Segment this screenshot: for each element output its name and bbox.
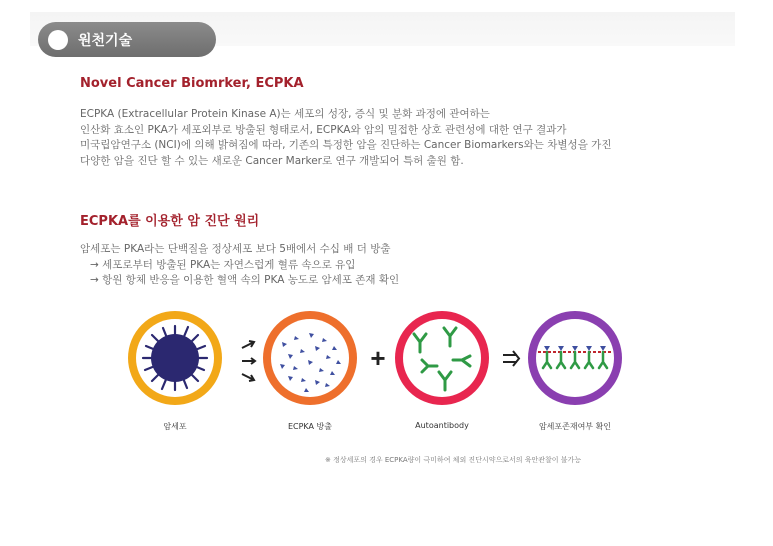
result-arrow-icon — [503, 351, 519, 366]
autoantibody-icon — [395, 311, 489, 405]
diagnosis-diagram — [120, 300, 640, 440]
principle-line: → 항원 항체 반응을 이용한 혈액 속의 PKA 농도로 암세포 존재 확인 — [90, 274, 400, 286]
principle-heading: ECPKA를 이용한 암 진단 원리 — [80, 214, 260, 229]
release-arrows-icon — [242, 341, 255, 381]
principle-line: 암세포는 PKA라는 단백질을 정상세포 보다 5배에서 수십 배 더 방출 — [80, 243, 391, 255]
section-title: 원천기술 — [78, 32, 133, 49]
step-label: ECPKA 방출 — [287, 422, 333, 431]
step-label: Autoantibody — [415, 421, 469, 430]
intro-line: 인산화 효소인 PKA가 세포외부로 방출된 형태로서, ECPKA와 암의 밀접한 상호 관련성에 대한 연구 결과가 — [80, 123, 567, 136]
step-label: 암세포 — [163, 422, 187, 431]
intro-line: ECPKA (Extracellular Protein Kinase A)는 세포의 성장, 증식 및 분화 과정에 관여하는 — [80, 108, 490, 120]
detection-icon — [528, 311, 622, 405]
intro-line: 다양한 암을 진단 할 수 있는 새로운 Cancer Marker로 연구 개발되어 특허 출원 함. — [80, 154, 464, 167]
principle-line: → 세포로부터 방출된 PKA는 자연스럽게 혈류 속으로 유입 — [90, 258, 356, 271]
intro-paragraph — [80, 107, 611, 169]
step-label: 암세포존재여부 확인 — [538, 422, 612, 431]
cancer-cell-icon — [128, 311, 222, 405]
plus-symbol: + — [370, 343, 386, 373]
intro-line: 미국립암연구소 (NCI)에 의해 밝혀짐에 따라, 기존의 특정한 암을 진단하는 Cancer Biomarkers와는 차별성을 가진 — [80, 139, 612, 151]
intro-heading: Novel Cancer Biomrker, ECPKA — [80, 76, 304, 91]
footnote: ※ 정상세포의 경우 ECPKA량이 극미하여 체외 진단시약으로서의 육안관찰이 불가능 — [325, 456, 582, 464]
section-tab[interactable] — [38, 22, 216, 57]
circle-icon — [48, 30, 68, 50]
principle-paragraph — [80, 242, 399, 289]
ecpka-release-icon — [263, 311, 357, 405]
